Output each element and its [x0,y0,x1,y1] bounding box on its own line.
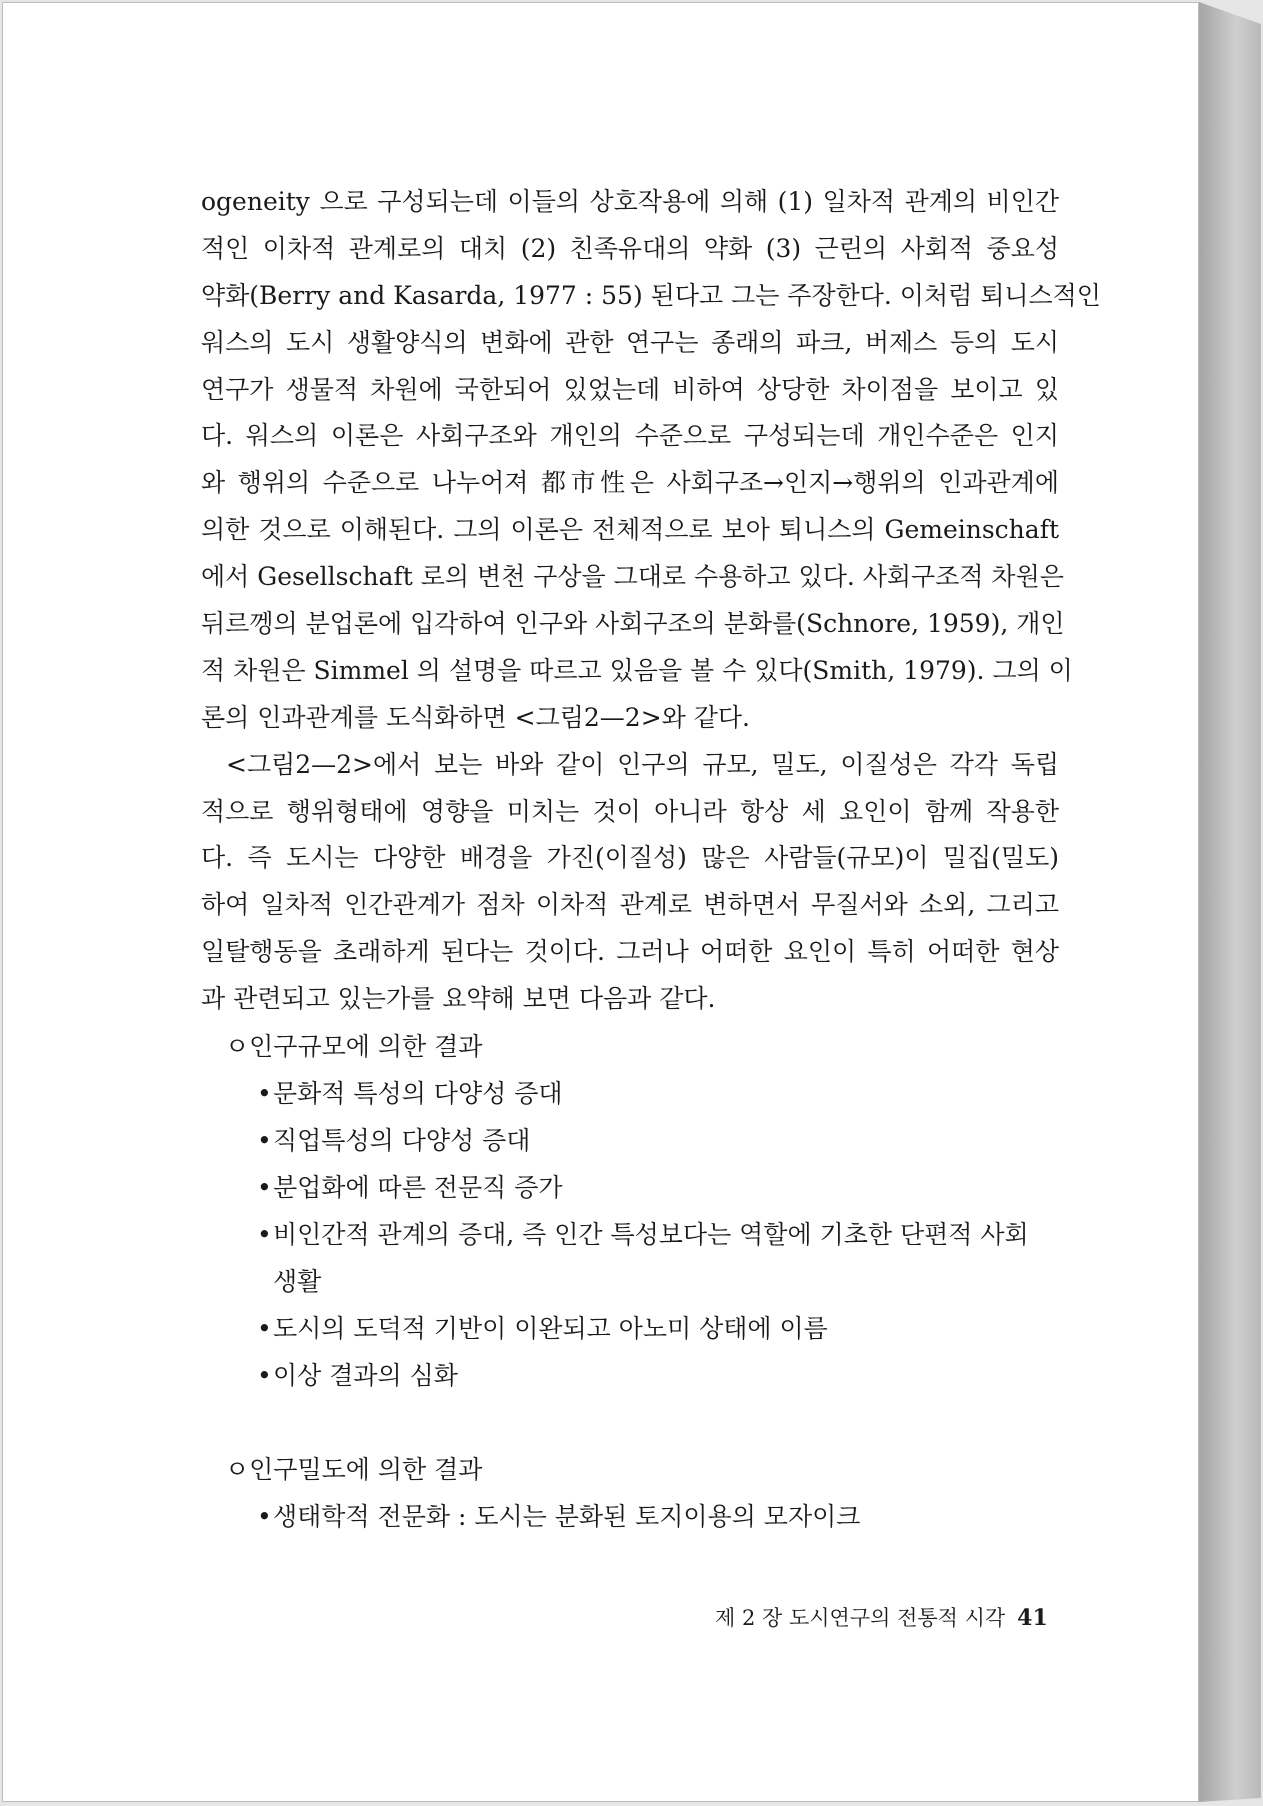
text-line: 다. 워스의 이론은 사회구조와 개인의 수준으로 구성되는데 개인수준은 인지 [201,421,1059,451]
list-item [201,1070,1059,1117]
list-item-text: 도시의 도덕적 기반이 이완되고 아노미 상태에 이름 [273,1314,828,1344]
page-body [201,179,1101,1540]
text-line: 의한 것으로 이해된다. 그의 이론은 전체적으로 보아 퇴니스의 Gemeinschaft [201,515,1059,545]
text-line: 일탈행동을 초래하게 된다는 것이다. 그러나 어떠한 요인이 특히 어떠한 현상 [201,937,1059,967]
list-item [201,1493,1059,1540]
page-number: 41 [1017,1605,1048,1631]
text-line: ogeneity 으로 구성되는데 이들의 상호작용에 의해 (1) 일차적 관계의 비인간 [201,187,1059,216]
bullet-icon: • [257,1361,272,1391]
text-line: 론의 인과관계를 도식화하면 <그림2—2>와 같다. [201,702,750,732]
text-line: <그림2—2>에서 보는 바와 같이 인구의 규모, 밀도, 이질성은 각각 독립 [226,749,1059,779]
list-item-text: 비인간적 관계의 증대, 즉 인간 특성보다는 역할에 기초한 단편적 사회 [273,1220,1029,1250]
text-line: 연구가 생물적 차원에 국한되어 있었는데 비하여 상당한 차이점을 보이고 있 [201,374,1059,404]
text-line: 워스의 도시 생활양식의 변화에 관한 연구는 종래의 파크, 버제스 등의 도시 [201,327,1059,357]
bullet-icon: • [257,1314,272,1344]
section-heading: ㅇ인구밀도에 의한 결과 [225,1455,483,1485]
list-item [201,1305,1059,1352]
list-item-text: 이상 결과의 심화 [273,1361,458,1391]
bullet-icon: • [257,1126,272,1156]
list-item-text: 분업화에 따른 전문직 증가 [273,1173,563,1203]
section-gap [201,1399,1059,1446]
section-population-size [201,1023,1059,1399]
paragraph-2 [201,742,1059,1023]
list-item [201,1164,1059,1211]
text-line: 와 행위의 수준으로 나누어져 都市性은 사회구조→인지→행위의 인과관계에 [201,468,1059,498]
book-page [2,2,1199,1802]
text-line: 다. 즉 도시는 다양한 배경을 가진(이질성) 많은 사람들(규모)이 밀집(밀도) [201,843,1059,873]
text-line: 적으로 행위형태에 영향을 미치는 것이 아니라 항상 세 요인이 함께 작용한 [201,796,1059,826]
paragraph-1 [201,179,1101,742]
text-line: 뒤르껭의 분업론에 입각하여 인구와 사회구조의 분화를(Schnore, 1959), 개인 [201,609,1065,639]
page-edge-shadow [1199,2,1261,1802]
section-population-density [201,1446,1059,1540]
list-item [201,1211,1059,1258]
page-footer [715,1602,1048,1632]
text-line: 하여 일차적 인간관계가 점차 이차적 관계로 변하면서 무질서와 소외, 그리고 [201,890,1059,920]
bullet-icon: • [257,1173,272,1203]
list-item [201,1352,1059,1399]
text-line: 적 차원은 Simmel 의 설명을 따르고 있음을 볼 수 있다(Smith, 1979). 그의 이 [201,655,1073,685]
text-line: 에서 Gesellschaft 로의 변천 구상을 그대로 수용하고 있다. 사회구조적 차원은 [201,562,1064,592]
list-item [201,1117,1059,1164]
bullet-icon: • [257,1079,272,1109]
text-line: 적인 이차적 관계로의 대치 (2) 친족유대의 약화 (3) 근린의 사회적 중요성 [201,233,1059,263]
list-item-continuation: 생활 [273,1267,322,1297]
list-item-text: 생태학적 전문화 : 도시는 분화된 토지이용의 모자이크 [273,1502,861,1532]
list-item-text: 문화적 특성의 다양성 증대 [273,1079,563,1109]
running-title: 제 2 장 도시연구의 전통적 시각 [715,1606,1006,1630]
text-line: 약화(Berry and Kasarda, 1977 : 55) 된다고 그는 주장한다. 이처럼 퇴니스적인 [201,280,1101,310]
list-item-text: 직업특성의 다양성 증대 [273,1126,531,1156]
bullet-icon: • [257,1502,272,1532]
bullet-icon: • [257,1220,272,1250]
section-heading: ㅇ인구규모에 의한 결과 [225,1032,483,1062]
text-line: 과 관련되고 있는가를 요약해 보면 다음과 같다. [201,984,716,1014]
